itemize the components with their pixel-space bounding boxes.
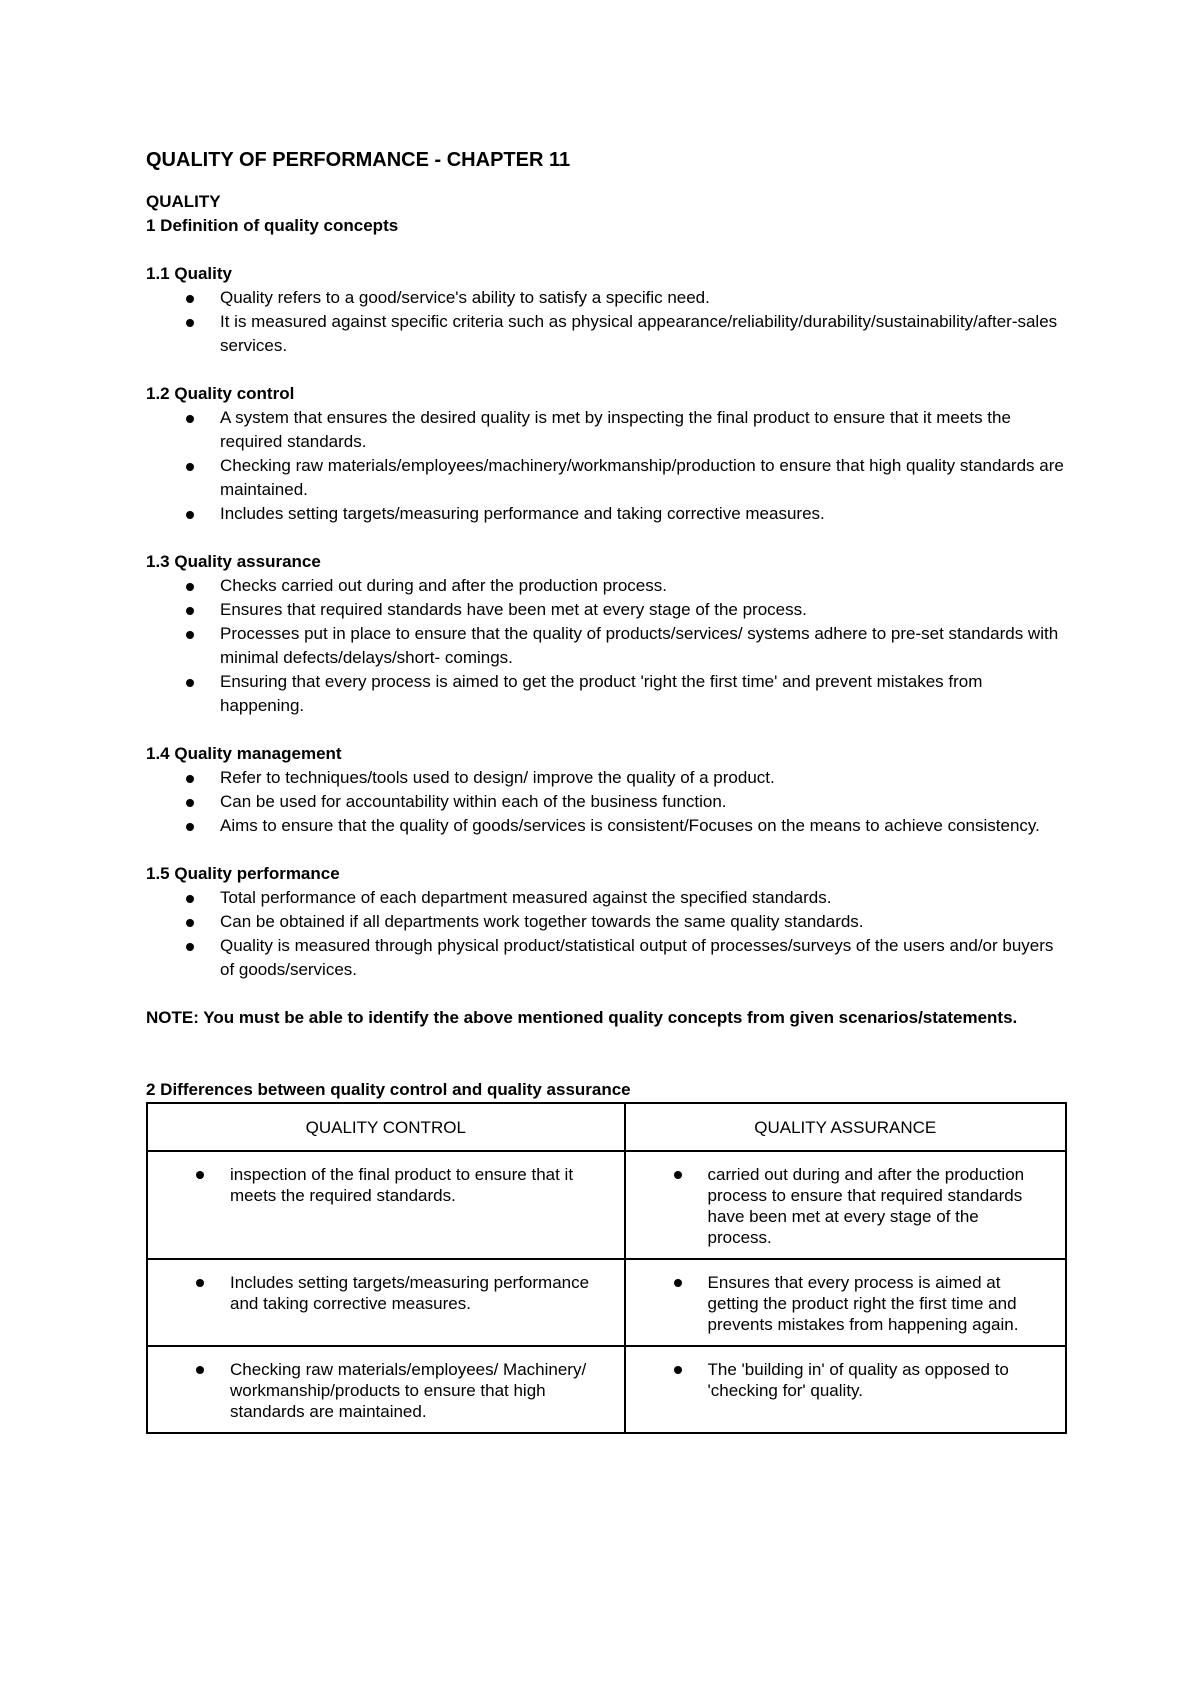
bullet-icon — [186, 919, 194, 927]
table-row — [147, 1346, 1066, 1433]
bullet-icon — [186, 775, 194, 783]
bullet-icon — [196, 1366, 204, 1374]
subsection-heading: 1.4 Quality management — [146, 744, 342, 763]
subsection-heading: 1.5 Quality performance — [146, 864, 340, 883]
subsection-quality — [146, 262, 1066, 358]
bullet-icon — [186, 631, 194, 639]
bullet-icon — [186, 943, 194, 951]
bullet-icon — [186, 319, 194, 327]
subsection-quality-management — [146, 742, 1066, 838]
list-item: Ensuring that every process is aimed to get the product 'right the first time' and prevent mistakes from happening. — [146, 670, 1066, 718]
bullet-icon — [674, 1171, 682, 1179]
table-cell: Ensures that every process is aimed at getting the product right the first time and prevents mistakes from happening again. — [625, 1259, 1066, 1346]
bullet-icon — [674, 1366, 682, 1374]
bullet-icon — [186, 823, 194, 831]
list-item: Quality is measured through physical product/statistical output of processes/surveys of the users and/or buyers of goods/services. — [146, 934, 1066, 982]
list-item: Can be obtained if all departments work together towards the same quality standards. — [146, 910, 1066, 934]
table-row — [147, 1151, 1066, 1259]
subsection-quality-assurance — [146, 550, 1066, 718]
bullet-list — [146, 766, 1066, 838]
list-item: Can be used for accountability within each of the business function. — [146, 790, 1066, 814]
list-item: Includes setting targets/measuring performance and taking corrective measures. — [146, 502, 1066, 526]
section1-heading: 1 Definition of quality concepts — [146, 216, 399, 235]
table-row — [147, 1259, 1066, 1346]
subsection-heading: 1.3 Quality assurance — [146, 552, 321, 571]
column-header-quality-control: QUALITY CONTROL — [147, 1103, 625, 1151]
table-cell: The 'building in' of quality as opposed to 'checking for' quality. — [625, 1346, 1066, 1433]
bullet-icon — [186, 583, 194, 591]
subsection-heading: 1.2 Quality control — [146, 384, 295, 403]
document-title: QUALITY OF PERFORMANCE - CHAPTER 11 — [146, 149, 571, 171]
bullet-icon — [674, 1279, 682, 1287]
bullet-list — [146, 286, 1066, 358]
bullet-list — [146, 886, 1066, 982]
subsection-quality-control — [146, 382, 1066, 526]
bullet-icon — [196, 1171, 204, 1179]
section2-heading: 2 Differences between quality control and quality assurance — [146, 1080, 631, 1099]
subsection-heading: 1.1 Quality — [146, 264, 232, 283]
bullet-icon — [186, 415, 194, 423]
bullet-icon — [186, 295, 194, 303]
list-item: It is measured against specific criteria such as physical appearance/reliability/durability/sustainability/after-sales services. — [146, 310, 1066, 358]
list-item: Refer to techniques/tools used to design/ improve the quality of a product. — [146, 766, 1066, 790]
bullet-icon — [186, 799, 194, 807]
list-item: Aims to ensure that the quality of goods/services is consistent/Focuses on the means to achieve consistency. — [146, 814, 1066, 838]
bullet-icon — [186, 895, 194, 903]
bullet-icon — [186, 679, 194, 687]
bullet-icon — [196, 1279, 204, 1287]
document-page — [146, 146, 1066, 1434]
list-item: Checking raw materials/employees/machinery/workmanship/production to ensure that high quality standards are maintained. — [146, 454, 1066, 502]
table-cell: Includes setting targets/measuring performance and taking corrective measures. — [147, 1259, 625, 1346]
list-item: A system that ensures the desired quality is met by inspecting the final product to ensure that it meets the required standards. — [146, 406, 1066, 454]
note-text: NOTE: You must be able to identify the above mentioned quality concepts from given scenarios/statements. — [146, 1008, 1018, 1027]
list-item: Quality refers to a good/service's ability to satisfy a specific need. — [146, 286, 1066, 310]
list-item: Processes put in place to ensure that the quality of products/services/ systems adhere to pre-set standards with minimal defects/delays/short- comings. — [146, 622, 1066, 670]
table-cell: inspection of the final product to ensure that it meets the required standards. — [147, 1151, 625, 1259]
column-header-quality-assurance: QUALITY ASSURANCE — [625, 1103, 1066, 1151]
table-header-row — [147, 1103, 1066, 1151]
differences-table — [146, 1102, 1067, 1434]
bullet-icon — [186, 511, 194, 519]
subsection-quality-performance — [146, 862, 1066, 982]
section-label: QUALITY — [146, 192, 221, 211]
bullet-icon — [186, 463, 194, 471]
table-cell: carried out during and after the production process to ensure that required standards have been met at every stage of the process. — [625, 1151, 1066, 1259]
list-item: Total performance of each department measured against the specified standards. — [146, 886, 1066, 910]
list-item: Checks carried out during and after the production process. — [146, 574, 1066, 598]
bullet-icon — [186, 607, 194, 615]
bullet-list — [146, 574, 1066, 718]
bullet-list — [146, 406, 1066, 526]
table-cell: Checking raw materials/employees/ Machinery/ workmanship/products to ensure that high standards are maintained. — [147, 1346, 625, 1433]
list-item: Ensures that required standards have been met at every stage of the process. — [146, 598, 1066, 622]
